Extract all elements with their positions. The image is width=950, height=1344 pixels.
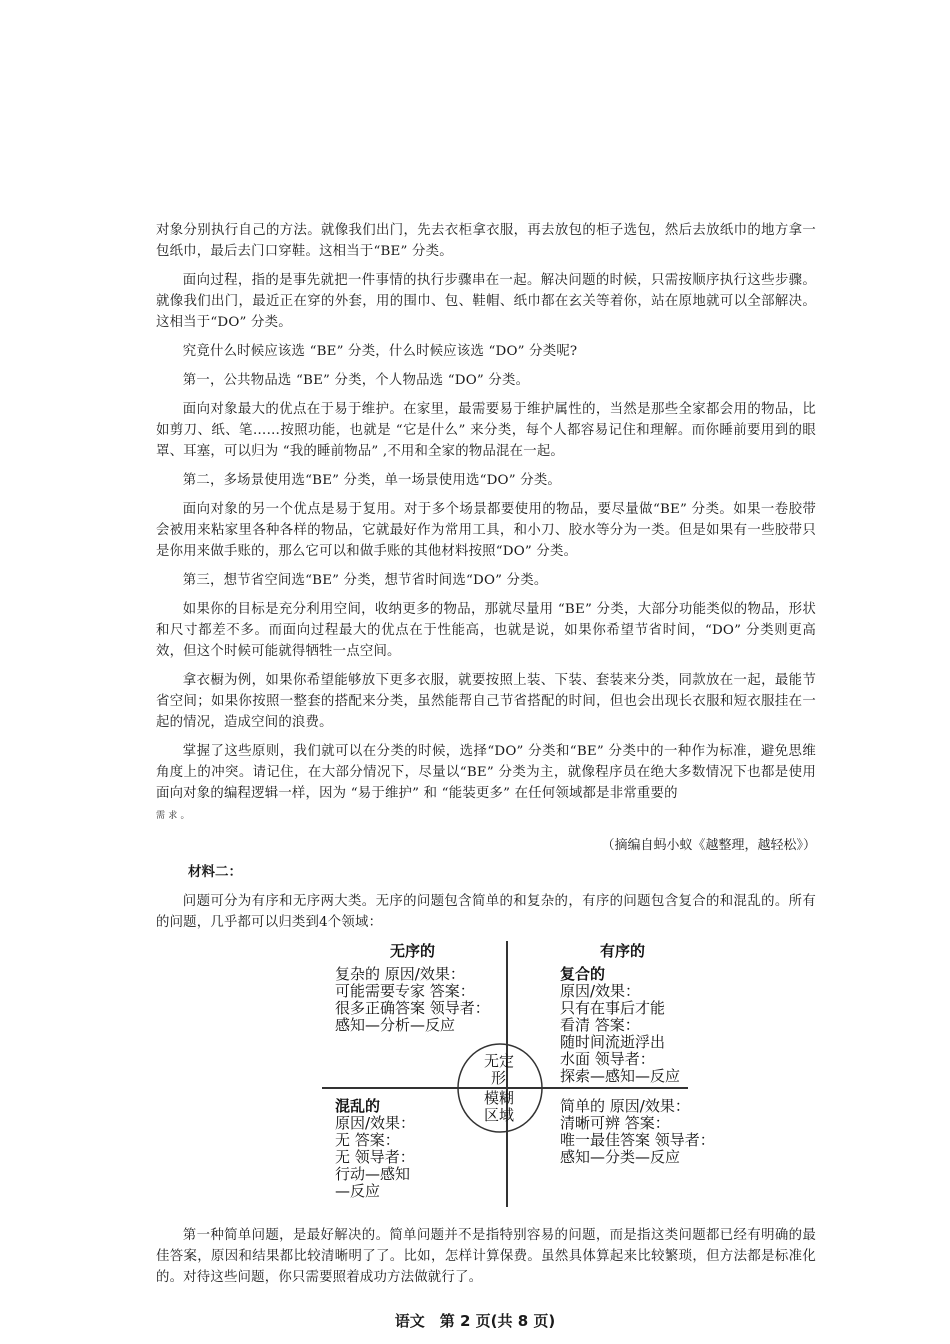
complex-line: 复杂的 原因/效果： xyxy=(335,965,465,983)
material-2-heading: 材料二： xyxy=(188,864,242,880)
label-ordered: 有序的 xyxy=(600,942,646,960)
compound-line: 原因/效果： xyxy=(560,982,641,1000)
chaotic-action: —反应 xyxy=(335,1182,381,1200)
paragraph-be-example: 对象分别执行自己的方法。就像我们出门，先去衣柜拿衣服，再去放包的柜子选包，然后去放纸巾的地方拿一包纸巾，最后去门口穿鞋。这相当于“BE” 分类。 xyxy=(156,223,816,259)
complex-line: 很多正确答案 领导者： xyxy=(335,999,490,1017)
paragraph-reuse: 面向对象的另一个优点是易于复用。对于多个场景都要使用的物品，要尽量做“BE” 分类。如果一卷胶带会被用来粘家里各种各样的物品，它就最好作为常用工具，和小刀、胶水等分为一类。但是如果有一些胶带只是你用来做手账的，那么它可以和做手账的其他材料按照“DO” 分类。 xyxy=(156,502,816,559)
center-label: 形 xyxy=(491,1069,507,1087)
paragraph-rule-3: 第三，想节省空间选“BE” 分类，想节省时间选“DO” 分类。 xyxy=(182,573,548,588)
paragraph-tail: 需 求 。 xyxy=(156,811,190,821)
paragraph-conclusion: 掌握了这些原则，我们就可以在分类的时候，选择“DO” 分类和“BE” 分类中的一种作为标准，避免思维角度上的冲突。请记住，在大部分情况下，尽量以“BE” 分类为主，就像程序员在绝大多数情况下也都是使用面向对象的编程逻辑一样，因为 “易于维护” 和 “能装更多” 在任何领域都是非常重要的 xyxy=(156,744,816,801)
simple-line: 唯一最佳答案 领导者： xyxy=(560,1131,715,1149)
paragraph-rule-2: 第二，多场景使用选“BE” 分类，单一场景使用选“DO” 分类。 xyxy=(182,473,562,488)
compound-line: 只有在事后才能 xyxy=(560,999,666,1017)
complex-line: 感知—分析—反应 xyxy=(335,1016,456,1034)
paragraph-conclusion-block xyxy=(156,741,816,827)
material-2-intro: 问题可分为有序和无序两大类。无序的问题包含简单的和复杂的，有序的问题包含复合的和混乱的。所有的问题，几乎都可以归类到4个领域： xyxy=(156,894,816,930)
compound-line: 随时间流逝浮出 xyxy=(560,1033,666,1051)
compound-title: 复合的 xyxy=(560,965,606,983)
center-label: 无定 xyxy=(484,1052,515,1070)
chaotic-line: 原因/效果： xyxy=(335,1114,416,1132)
paragraph-rule-1: 第一，公共物品选 “BE” 分类，个人物品选 “DO” 分类。 xyxy=(182,373,530,388)
compound-line: 看清 答案： xyxy=(560,1016,640,1034)
page-footer: 语文 第 2 页(共 8 页) xyxy=(394,1312,556,1330)
problem-domain-diagram xyxy=(0,941,950,1213)
paragraph-maintain: 面向对象最大的优点在于易于维护。在家里，最需要易于维护属性的，当然是那些全家都会用的物品，比如剪刀、纸、笔……按照功能，也就是 “它是什么” 来分类，每个人都容易记住和理解。而你睡前要用到的眼罩、耳塞，可以归为 “我的睡前物品” ,不用和全家的物品混在一起。 xyxy=(156,402,816,459)
center-label: 模糊 xyxy=(484,1089,515,1107)
label-unordered: 无序的 xyxy=(390,942,436,960)
chaotic-line: 无 领导者： xyxy=(335,1148,415,1166)
paragraph-space: 如果你的目标是充分利用空间，收纳更多的物品，那就尽量用 “BE” 分类，大部分功能类似的物品，形状和尺寸都差不多。而面向过程最大的优点在于性能高，也就是说，如果你希望节省时间，“DO” 分类则更高效，但这个时候可能就得牺牲一点空间。 xyxy=(156,602,816,659)
chaotic-action: 行动—感知 xyxy=(335,1165,411,1183)
paragraph-wardrobe: 拿衣橱为例，如果你希望能够放下更多衣服，就要按照上装、下装、套装来分类，同款放在一起，最能节省空间；如果你按照一整套的搭配来分类，虽然能帮自己节省搭配的时间，但也会出现长衣服和短衣服挂在一起的情况，造成空间的浪费。 xyxy=(156,673,816,730)
chaotic-title: 混乱的 xyxy=(335,1097,381,1115)
diagram-axes xyxy=(0,941,950,1213)
paragraph-question: 究竟什么时候应该选 “BE” 分类，什么时候应该选 “DO” 分类呢? xyxy=(182,344,578,359)
simple-line: 简单的 原因/效果： xyxy=(560,1097,690,1115)
chaotic-line: 无 答案： xyxy=(335,1131,400,1149)
simple-line: 感知—分类—反应 xyxy=(560,1148,681,1166)
page-body xyxy=(156,220,816,1331)
simple-line: 清晰可辨 答案： xyxy=(560,1114,670,1132)
paragraph-simple-problem: 第一种简单问题，是最好解决的。简单问题并不是指特别容易的问题，而是指这类问题都已经有明确的最佳答案，原因和结果都比较清晰明了了。比如，怎样计算保费。虽然具体算起来比较繁琐，但方法都是标准化的。对待这些问题，你只需要照着成功方法做就行了。 xyxy=(156,1228,816,1285)
compound-line: 探索—感知—反应 xyxy=(560,1067,681,1085)
complex-line: 可能需要专家 答案： xyxy=(335,982,475,1000)
center-label: 区域 xyxy=(484,1106,515,1124)
paragraph-process: 面向过程，指的是事先就把一件事情的执行步骤串在一起。解决问题的时候，只需按顺序执行这些步骤。就像我们出门，最近正在穿的外套，用的围巾、包、鞋帽、纸巾都在玄关等着你，站在原地就可以全部解决。这相当于“DO” 分类。 xyxy=(156,273,816,330)
compound-line: 水面 领导者： xyxy=(560,1050,655,1068)
source-citation: （摘编自蚂小蚁《越整理，越轻松》） xyxy=(601,838,816,853)
